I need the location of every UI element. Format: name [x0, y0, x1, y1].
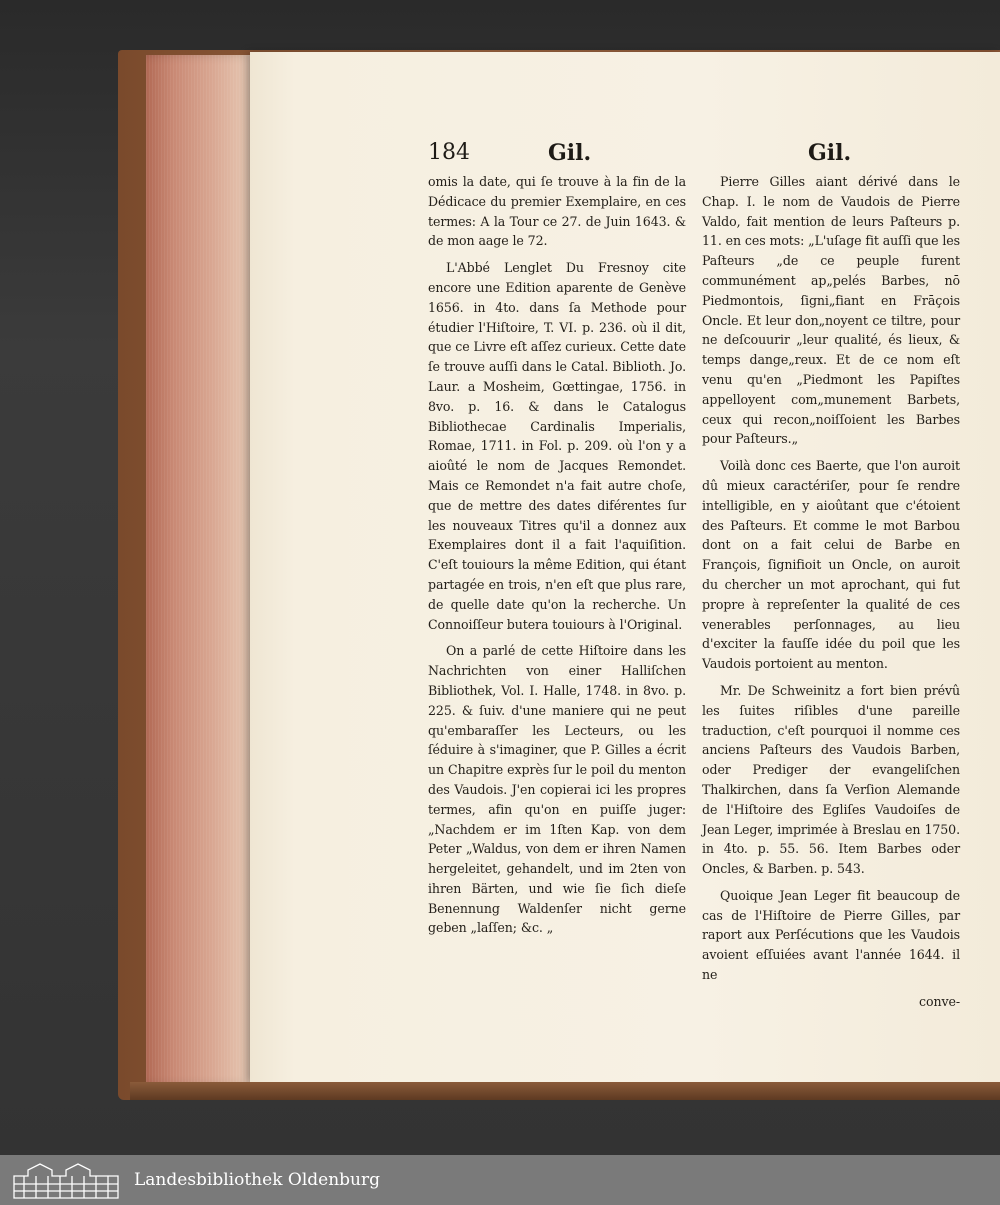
- page-number: 184: [428, 140, 470, 165]
- paragraph: L'Abbé Lenglet Du Fresnoy cite encore une Edition aparente de Genève 1656. in 4to. dans ſa Methode pour étudier l'Hiſtoire, T. VI. p. 236. où il dit, que ce Livre eſt aſſez curieux. Cette date ſe trouve auſſi dans le Catal. Biblioth. Jo. Laur. a Mosheim, Gœttingae, 1756. in 8vo. p. 16. & dans le Catalogus Bibliothecae Cardinalis Imperialis, Romae, 1711. in Fol. p. 209. où l'on y a aioûté le nom de Jacques Remondet. Mais ce Remondet n'a fait autre choſe, que de mettre des dates diférentes ſur les nouveaux Titres qu'il a donnez aux Exemplaires dont il a fait l'aquiſition. C'eſt touiours la même Edition, qui étant partagée en trois, n'en eſt que plus rare, de quelle date qu'on la recherche. Un Connoiſſeur butera touiours à l'Original.: [428, 260, 686, 632]
- headword-left: Gil.: [548, 140, 592, 166]
- library-building-logo-icon: [10, 1160, 122, 1200]
- paragraph: Mr. De Schweinitz a fort bien prévû les ſuites riſibles d'une pareille traduction, c'eſt pourquoi il nomme ces anciens Paſteurs des Vaudois Barben, oder Prediger der evangeliſchen Thalkirchen, dans ſa Verſion Alemande de l'Hiſtoire des Egliſes Vaudoiſes de Jean Leger, imprimée à Breslau en 1750. in 4to. p. 55. 56. Item Barbes oder Oncles, & Barben. p. 543.: [702, 682, 960, 877]
- catchword: conve-: [919, 993, 960, 1009]
- text-column-right: [702, 172, 960, 1012]
- running-header: [428, 140, 960, 168]
- book-bottom-edge: [130, 1082, 1000, 1100]
- paragraph: On a parlé de cette Hiſtoire dans les Nachrichten von einer Halliſchen Bibliothek, Vol. I. Halle, 1748. in 8vo. p. 225. & ſuiv. d'une maniere qui ne peut qu'embaraſſer les Lecteurs, ou les ſéduire à s'imaginer, que P. Gilles a écrit un Chapitre exprès ſur le poil du menton des Vaudois. J'en copierai ici les propres termes, afin qu'on en puiſſe juger: „Nachdem er im 1ſten Kap. von dem Peter „Waldus, von dem er ihren Namen hergeleitet, gehandelt, und im 2ten von ihren Bärten, und wie ſie ſich dieſe Benennung Waldenſer nicht gerne geben „laſſen; &c. „: [428, 643, 686, 936]
- text-column-left: [428, 172, 686, 945]
- paragraph: Pierre Gilles aiant dérivé dans le Chap. I. le nom de Vaudois de Pierre Valdo, fait mention de leurs Paſteurs p. 11. en ces mots: „L'uſage fit auſſi que les Paſteurs „de ce peuple furent communément ap„pelés Barbes, nō Piedmontois, ſigni„fiant en Frāçois Oncle. Et leur don„noyent ce tiltre, pour ne deſcouurir „leur qualité, és lieux, & temps dange„reux. Et de ce nom eſt venu qu'en „Piedmont les Papiſtes appelloyent com„munement Barbets, ceux qui recon„noiſſoient les Barbes pour Paſteurs.„: [702, 174, 961, 447]
- paragraph: Voilà donc ces Baerte, que l'on auroit dû mieux caractériſer, pour ſe rendre intelligible, en y aioûtant que c'étoient des Paſteurs. Et comme le mot Barbou dont on a fait celui de Barbe en François, ſignifioit un Oncle, on auroit du chercher un mot aprochant, qui fut propre à repreſenter la qualité de ces venerables perſonnages, au lieu d'exciter la fauſſe idée du poil que les Vaudois portoient au menton.: [702, 458, 960, 672]
- paragraph: omis la date, qui ſe trouve à la fin de la Dédicace du premier Exemplaire, en ces termes: A la Tour ce 27. de Juin 1643. & de mon aage le 72.: [428, 174, 686, 249]
- library-name: Landesbibliothek Oldenburg: [134, 1170, 381, 1190]
- paragraph: Quoique Jean Leger fit beaucoup de cas de l'Hiſtoire de Pierre Gilles, par raport aux Perſécutions que les Vaudois avoient eſſuiées avant l'année 1644. il ne: [702, 887, 960, 983]
- page-edges: [146, 55, 256, 1085]
- headword-right: Gil.: [808, 140, 852, 166]
